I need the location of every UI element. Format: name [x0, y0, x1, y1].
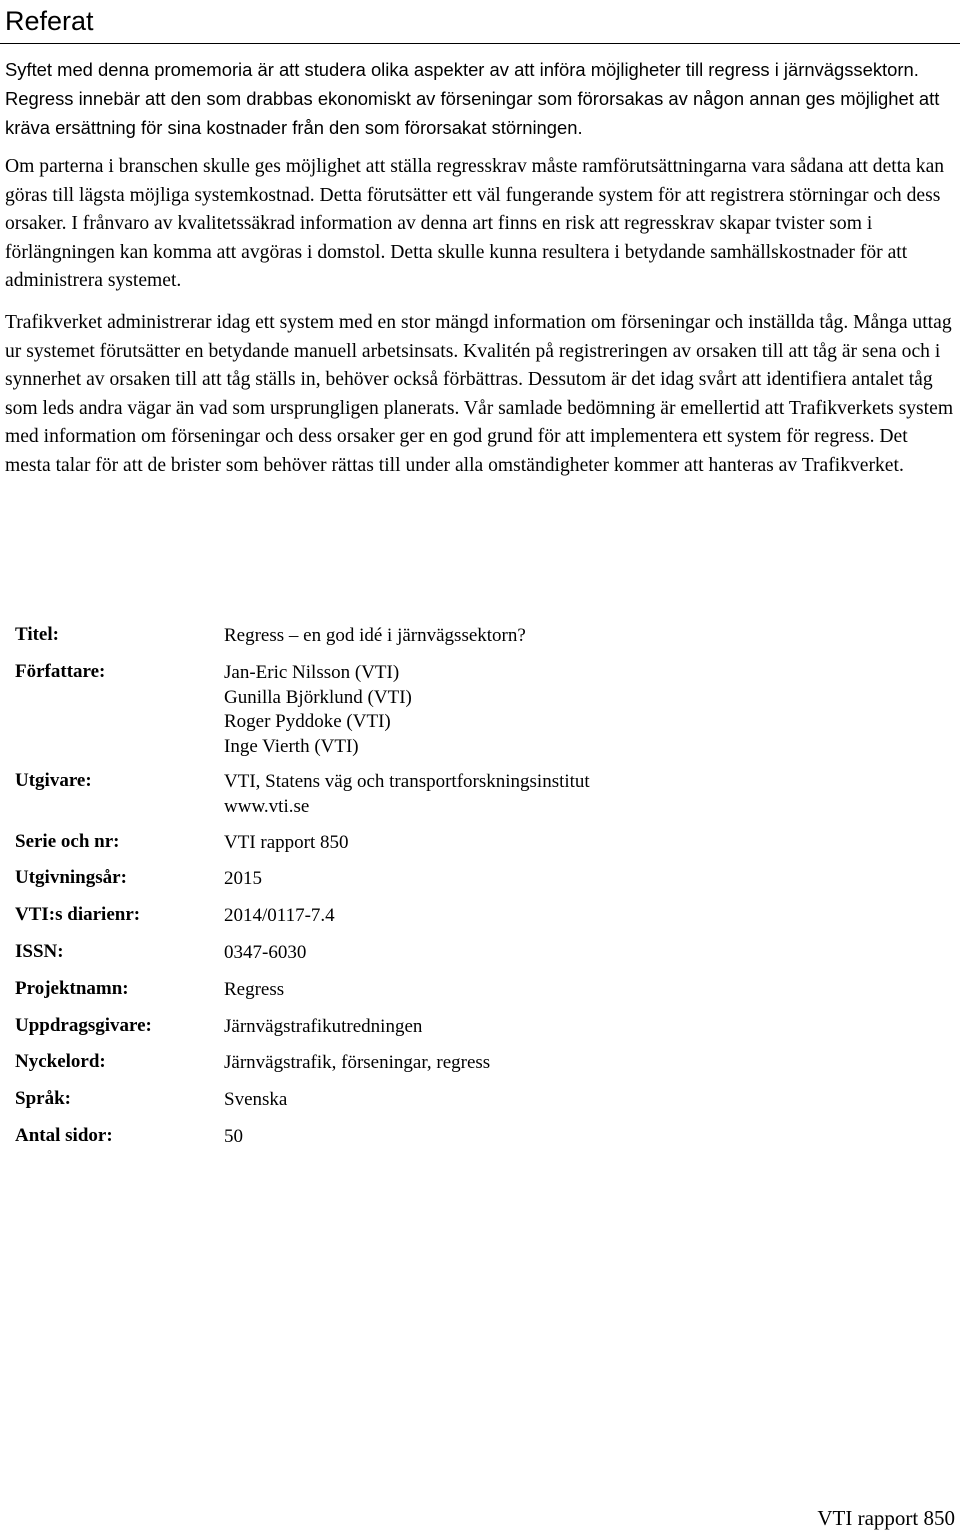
meta-authors-label: Författare: [15, 661, 106, 682]
meta-authors-value [224, 661, 412, 759]
meta-title-value: Regress – en god idé i järnvägssektorn? [224, 625, 526, 646]
author-name: Inge Vierth (VTI) [224, 735, 359, 757]
meta-issn-value: 0347-6030 [224, 942, 307, 963]
meta-diarienr-label: VTI:s diarienr: [15, 904, 141, 925]
meta-series-value: VTI rapport 850 [224, 832, 349, 853]
meta-project-label: Projektnamn: [15, 978, 129, 999]
author-name: Roger Pyddoke (VTI) [224, 711, 391, 732]
meta-year-label: Utgivningsår: [15, 867, 127, 888]
body-paragraph-2: Trafikverket administrerar idag ett system med en stor mängd information om förseningar och inställda tåg. Många uttag ur systemet förutsätter en betydande manuell arbetsinsats. Kvalitén på registreringen av orsaken till att tåg är sena och i synnerhet av orsaken till att tåg ställs in, behöver också förbättras. Dessutom är det idag svårt att identifiera antalet tåg som leds andra vägar än vad som ursprungligen planerats. Vår samlade bedömning är emellertid att Trafikverkets system med information om förseningar och dess orsaker ger en god grund för att implementera ett system för regress. Det mesta talar för att de brister som behöver rättas till under alla omständigheter kommer att hanteras av Trafikverket. [5, 312, 954, 476]
publisher-name: VTI, Statens väg och transportforskningsinstitut [224, 771, 590, 792]
meta-client-value: Järnvägstrafikutredningen [224, 1016, 423, 1037]
meta-project-value: Regress [224, 979, 285, 1000]
meta-publisher-value [224, 770, 590, 819]
meta-pages-value: 50 [224, 1126, 243, 1147]
section-heading-bar [0, 0, 960, 44]
author-name: Gunilla Björklund (VTI) [224, 686, 412, 708]
page-title: Referat [5, 6, 94, 36]
meta-publisher-label: Utgivare: [15, 770, 92, 791]
publisher-url: www.vti.se [224, 795, 310, 817]
meta-language-label: Språk: [15, 1088, 71, 1109]
meta-keywords-value: Järnvägstrafik, förseningar, regress [224, 1052, 491, 1073]
intro-paragraph: Syftet med denna promemoria är att studera olika aspekter av att införa möjligheter till regress i järnvägssektorn. Regress innebär att den som drabbas ekonomiskt av förseningar som förorsakas av någon annan ges möjlighet att kräva ersättning för sina kostnader från den som förorsakat störningen. [5, 59, 940, 138]
author-name: Jan-Eric Nilsson (VTI) [224, 662, 400, 683]
meta-year-value: 2015 [224, 868, 262, 889]
meta-series-label: Serie och nr: [15, 831, 120, 852]
meta-language-value: Svenska [224, 1089, 288, 1110]
meta-title-label: Titel: [15, 624, 59, 645]
body-paragraph-1: Om parterna i branschen skulle ges möjlighet att ställa regresskrav måste ramförutsättningarna vara sådana att detta kan göras till lägsta möjliga systemkostnad. Detta förutsätter ett väl fungerande system för att registrera störningar och dess orsaker. I frånvaro av kvalitetssäkrad information av denna art finns en risk att regresskrav skapar tvister som i förlängningen kan komma att avgöras i domstol. Detta skulle kunna resultera i betydande samhällskostnader för att administrera systemet. [5, 156, 945, 292]
page-footer: VTI rapport 850 [817, 1506, 955, 1530]
meta-diarienr-value: 2014/0117-7.4 [224, 905, 335, 926]
meta-pages-label: Antal sidor: [15, 1125, 113, 1146]
meta-issn-label: ISSN: [15, 941, 64, 962]
meta-client-label: Uppdragsgivare: [15, 1015, 152, 1036]
meta-keywords-label: Nyckelord: [15, 1051, 106, 1072]
